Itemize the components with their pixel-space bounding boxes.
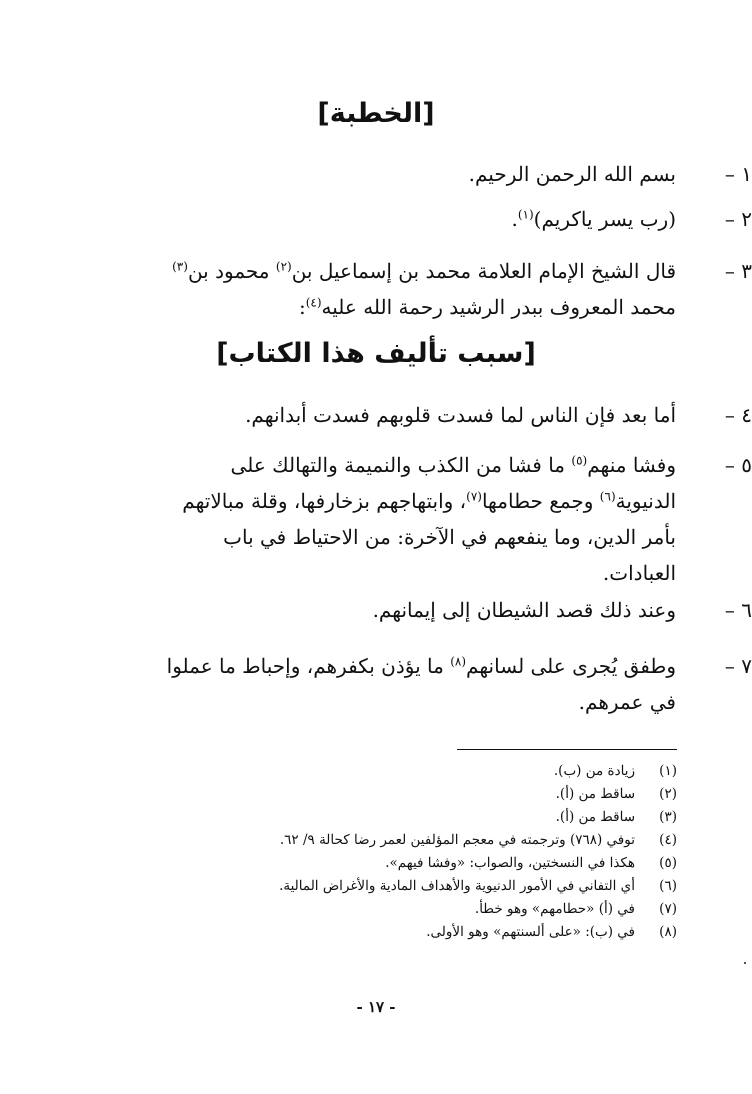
footnote-number: (٨) bbox=[659, 924, 677, 940]
footnote-text: هكذا في النسختين، والصواب: «وفشا فيهم». bbox=[385, 855, 635, 871]
line-text: ، وابتهاجهم بزخارفها، وقلة مبالاتهم bbox=[182, 489, 467, 513]
footnote-ref: (٣) bbox=[172, 259, 188, 274]
item-number: ٣ – bbox=[724, 259, 752, 283]
footnote-number: (٦) bbox=[659, 878, 677, 894]
footnote bbox=[117, 875, 677, 898]
footnote-text: زيادة من (ب). bbox=[553, 763, 635, 779]
line-text: وجمع حطامها bbox=[481, 489, 600, 513]
footnote-text: أي التفاني في الأمور الدنيوية والأهداف المادية والأغراض المالية. bbox=[279, 878, 635, 894]
item-line bbox=[128, 253, 676, 289]
page-number: - ١٧ - bbox=[356, 998, 396, 1016]
line-text: العبادات. bbox=[602, 561, 676, 585]
item-line bbox=[128, 684, 676, 720]
line-text: محمد المعروف ببدر الرشيد رحمة الله عليه bbox=[321, 295, 676, 319]
line-text: : bbox=[298, 295, 306, 319]
numbered-item-6 bbox=[128, 592, 752, 628]
footnote bbox=[117, 852, 677, 875]
item-line bbox=[128, 156, 676, 192]
footnote-divider bbox=[457, 749, 677, 750]
item-line bbox=[128, 592, 676, 628]
page-title: [الخطبة] bbox=[317, 98, 435, 129]
footnote-text: ساقط من (أ). bbox=[555, 809, 635, 825]
footnote-ref: (٧) bbox=[466, 489, 482, 504]
footnote-ref: (٦) bbox=[599, 489, 616, 504]
footnote-text: ساقط من (أ). bbox=[555, 786, 635, 802]
footnote bbox=[117, 760, 677, 783]
footnote-text: في (أ) «حطامهم» وهو خطأ. bbox=[474, 901, 635, 917]
footnote-number: (٢) bbox=[659, 786, 677, 802]
item-number: ٦ – bbox=[724, 598, 752, 622]
line-text: وعند ذلك قصد الشيطان إلى إيمانهم. bbox=[372, 598, 676, 622]
footnote-ref: (٨) bbox=[450, 654, 467, 669]
item-line bbox=[128, 201, 676, 237]
item-line bbox=[128, 555, 676, 591]
line-text: محمود بن bbox=[187, 259, 276, 283]
line-text: . bbox=[511, 207, 518, 231]
line-text: ما يؤذن بكفرهم، وإحباط ما عملوا bbox=[166, 654, 451, 678]
item-number: ٤ – bbox=[724, 403, 752, 427]
line-text: الدنيوية bbox=[615, 489, 676, 513]
footnote-number: (١) bbox=[659, 763, 677, 779]
footnote bbox=[117, 829, 677, 852]
numbered-item-2 bbox=[128, 201, 752, 237]
section-heading: [سبب تأليف هذا الكتاب] bbox=[216, 338, 536, 369]
line-text: وطفق يُجرى على لسانهم bbox=[466, 654, 676, 678]
line-text: ما فشا من الكذب والنميمة والتهالك على bbox=[230, 453, 572, 477]
line-text: قال الشيخ الإمام العلامة محمد بن إسماعيل بن bbox=[291, 259, 676, 283]
line-text: (رب يسر ياكريم) bbox=[533, 207, 676, 231]
line-text: بأمر الدين، وما ينفعهم في الآخرة: من الاحتياط في باب bbox=[223, 525, 676, 549]
item-line bbox=[128, 648, 676, 684]
numbered-item-5 bbox=[128, 447, 752, 591]
line-text: وفشا منهم bbox=[587, 453, 676, 477]
line-text: بسم الله الرحمن الرحيم. bbox=[468, 162, 676, 186]
footnote-ref: (١) bbox=[517, 207, 534, 222]
footnotes bbox=[117, 760, 677, 944]
item-line bbox=[128, 483, 676, 519]
item-line bbox=[128, 519, 676, 555]
footnote-number: (٥) bbox=[659, 855, 677, 871]
numbered-item-7 bbox=[128, 648, 752, 720]
item-line bbox=[128, 397, 676, 433]
footnote-ref: (٥) bbox=[571, 453, 588, 468]
footnote-text: توفي (٧٦٨) وترجمته في معجم المؤلفين لعمر رضا كحالة ٩/ ٦٢. bbox=[279, 832, 635, 848]
footnote bbox=[117, 898, 677, 921]
footnote-number: (٧) bbox=[659, 901, 677, 917]
footnote-ref: (٤) bbox=[305, 295, 322, 310]
footnote bbox=[117, 783, 677, 806]
scan-speck bbox=[744, 962, 746, 964]
numbered-item-1 bbox=[128, 156, 752, 192]
item-number: ٢ – bbox=[724, 207, 752, 231]
line-text: أما بعد فإن الناس لما فسدت قلوبهم فسدت أبدانهم. bbox=[245, 403, 676, 427]
footnote-number: (٣) bbox=[659, 809, 677, 825]
numbered-item-3 bbox=[128, 253, 752, 325]
footnote bbox=[117, 921, 677, 944]
footnote-ref: (٢) bbox=[275, 259, 292, 274]
item-number: ٥ – bbox=[724, 453, 752, 477]
item-line bbox=[128, 447, 676, 483]
line-text: في عمرهم. bbox=[578, 690, 676, 714]
footnote bbox=[117, 806, 677, 829]
item-line bbox=[128, 289, 676, 325]
numbered-item-4 bbox=[128, 397, 752, 433]
item-number: ٧ – bbox=[724, 654, 752, 678]
footnote-number: (٤) bbox=[659, 832, 677, 848]
item-number: ١ – bbox=[724, 162, 752, 186]
footnote-text: في (ب): «على ألسنتهم» وهو الأولى. bbox=[426, 924, 635, 940]
